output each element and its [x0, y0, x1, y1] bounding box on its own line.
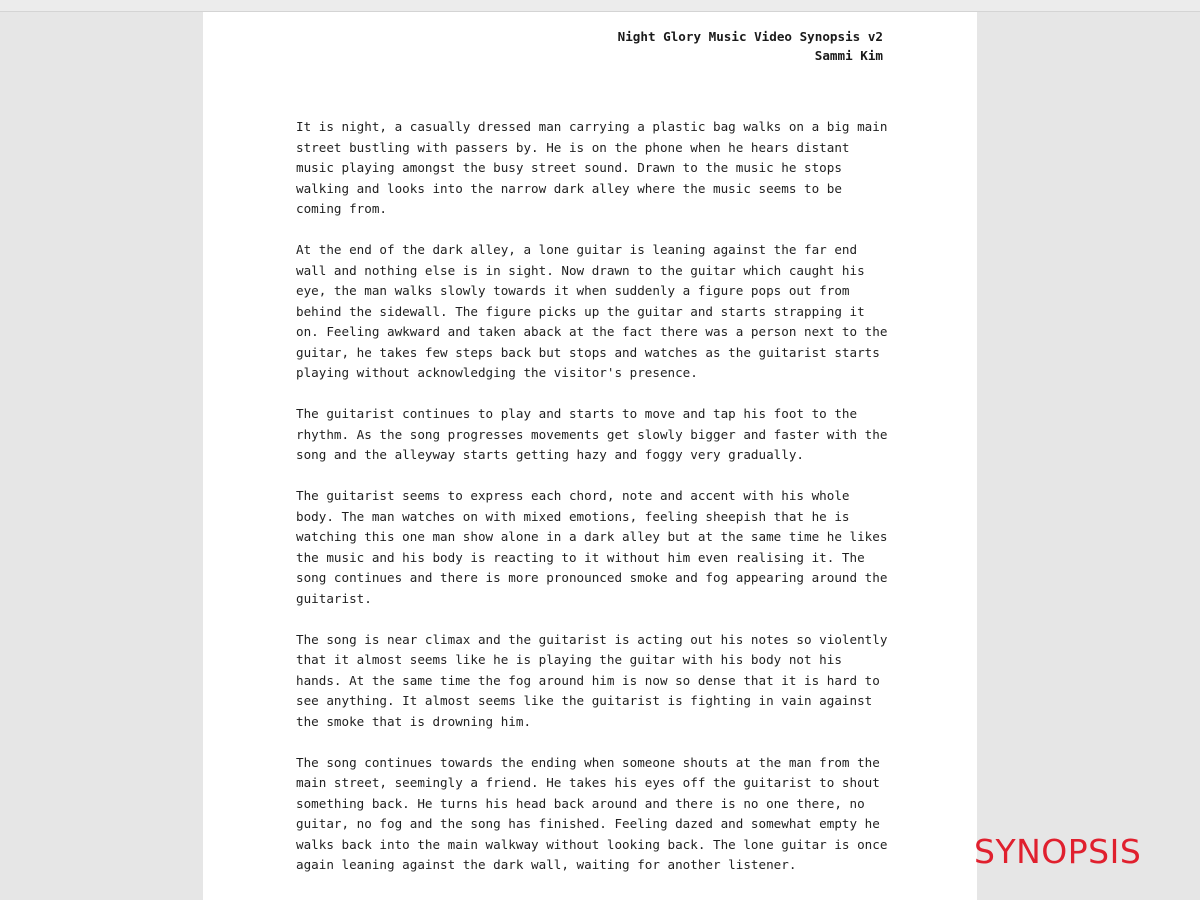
document-author: Sammi Kim — [814, 48, 883, 63]
paragraph-6: The song continues towards the ending when someone shouts at the man from the main street, seemingly a friend. He takes his eyes off the guitarist to shout something back. He turns his head back around and there is no one there, no guitar, no fog and the song has finished. Feeling dazed and somewhat empty he walks back into the main walkway without looking back. The lone guitar is once again leaning against the dark wall, waiting for another listener. — [296, 754, 888, 872]
document-body — [296, 117, 896, 896]
document-header — [618, 27, 883, 65]
viewer-top-bar — [0, 0, 1200, 12]
paragraph-5: The song is near climax and the guitarist is acting out his notes so violently that it almost seems like he is playing the guitar with his body not his hands. At the same time the fog around him is now so dense that it is hard to see anything. It almost seems like the guitarist is fighting in vain against the smoke that is drowning him. — [296, 631, 888, 729]
paragraph-1: It is night, a casually dressed man carrying a plastic bag walks on a big main street bustling with passers by. He is on the phone when he hears distant music playing amongst the busy street sound. Drawn to the music he stops walking and looks into the narrow dark alley where the music seems to be coming from. — [296, 119, 888, 216]
paragraph-2: At the end of the dark alley, a lone guitar is leaning against the far end wall and nothing else is in sight. Now drawn to the guitar which caught his eye, the man walks slowly towards it when suddenly a figure pops out from behind the sidewall. The figure picks up the guitar and starts strapping it on. Feeling awkward and taken aback at the fact there was a person next to the guitar, he takes few steps back but stops and watches as the guitarist starts playing without acknowledging the visitor's presence. — [296, 242, 888, 380]
paragraph-3: The guitarist continues to play and starts to move and tap his foot to the rhythm. As the song progresses movements get slowly bigger and faster with the song and the alleyway starts getting hazy and foggy very gradually. — [296, 406, 888, 462]
document-title: Night Glory Music Video Synopsis v2 — [617, 29, 883, 44]
paragraph-4: The guitarist seems to express each chord, note and accent with his whole body. The man watches on with mixed emotions, feeling sheepish that he is watching this one man show alone in a dark alley but at the same time he likes the music and his body is reacting to it without him even realising it. The song continues and there is more pronounced smoke and fog appearing around the guitarist. — [296, 488, 888, 606]
synopsis-watermark: SYNOPSIS — [974, 832, 1142, 871]
document-page — [203, 12, 977, 900]
